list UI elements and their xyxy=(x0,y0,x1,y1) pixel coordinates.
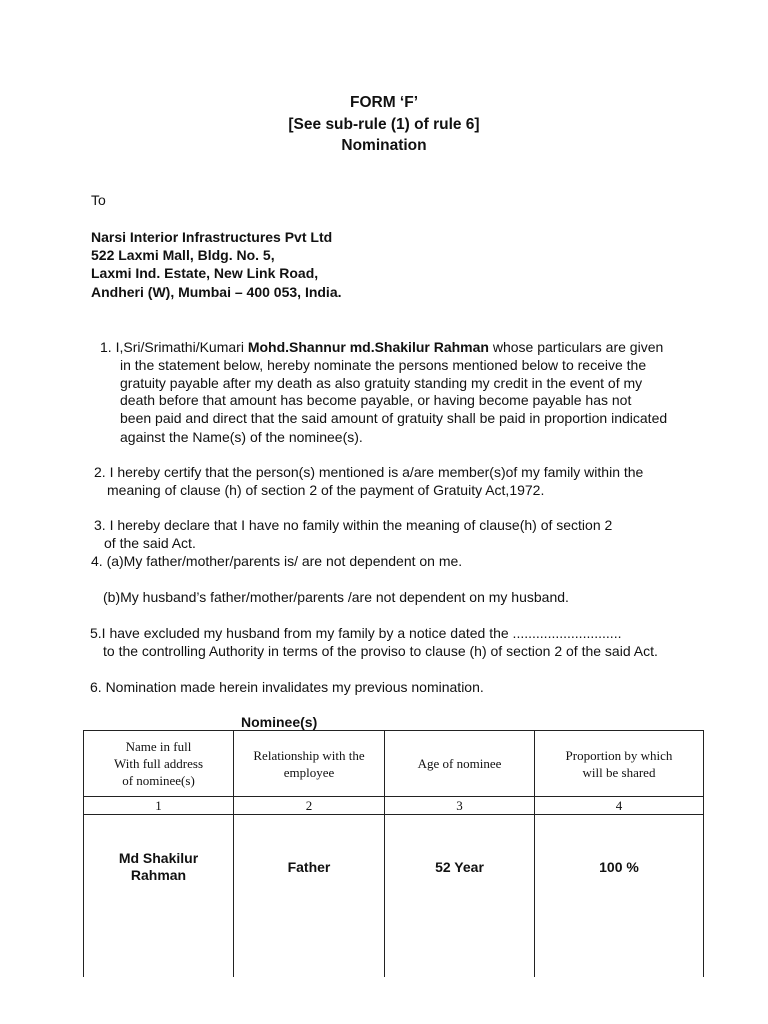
nominee-relationship: Father xyxy=(234,815,385,978)
clause-1-line-6: against the Name(s) of the nominee(s). xyxy=(120,429,363,445)
index-4: 4 xyxy=(535,797,704,815)
table-row xyxy=(84,815,704,978)
nominee-table-index-row xyxy=(84,797,704,815)
form-title: FORM ‘F’ xyxy=(349,94,419,111)
clause-6: 6. Nomination made herein invalidates my previous nomination. xyxy=(90,679,484,695)
clause-5-line-1: 5.I have excluded my husband from my family by a notice dated the ............................ xyxy=(90,625,622,641)
header-proportion-line-1: Proportion by which xyxy=(565,747,673,763)
header-relationship-line-1: Relationship with the xyxy=(253,747,365,763)
header-name xyxy=(84,731,234,797)
header-age xyxy=(385,731,535,797)
clause-2-line-2: meaning of clause (h) of section 2 of the payment of Gratuity Act,1972. xyxy=(107,482,545,498)
nominee-table-caption: Nominee(s) xyxy=(241,714,318,730)
clause-3-line-1: 3. I hereby declare that I have no family within the meaning of clause(h) of section 2 xyxy=(94,517,613,533)
header-name-line-3: of nominee(s) xyxy=(122,773,195,788)
header-age-line-1: Age of nominee xyxy=(417,756,502,771)
address-line-3: Laxmi Ind. Estate, New Link Road, xyxy=(91,265,319,281)
header-relationship-line-2: employee xyxy=(283,764,335,780)
clause-1-number: 1. xyxy=(100,339,112,355)
clause-1-prefix: I,Sri/Srimathi/Kumari xyxy=(115,339,244,355)
subrule-reference: [See sub-rule (1) of rule 6] xyxy=(288,116,480,133)
address-line-4: Andheri (W), Mumbai – 400 053, India. xyxy=(91,284,342,300)
header-proportion-line-2: will be shared xyxy=(582,764,656,780)
clause-1-line-2: in the statement below, hereby nominate the persons mentioned below to receive the xyxy=(120,357,647,373)
nominee-table xyxy=(83,730,704,977)
clause-1-line-5: been paid and direct that the said amount of gratuity shall be paid in proportion indicated xyxy=(120,410,668,426)
clause-3-line-2: of the said Act. xyxy=(104,535,196,551)
index-2: 2 xyxy=(234,797,385,815)
nominee-proportion: 100 % xyxy=(535,815,704,978)
nominee-table-header xyxy=(84,731,704,797)
clause-1-line-1 xyxy=(100,339,663,355)
address-line-2: 522 Laxmi Mall, Bldg. No. 5, xyxy=(91,247,275,263)
clause-4b: (b)My husband’s father/mother/parents /are not dependent on my husband. xyxy=(103,589,569,605)
header-name-line-1: Name in full xyxy=(125,739,192,754)
header-name-line-2: With full address xyxy=(113,756,203,771)
index-3: 3 xyxy=(385,797,535,815)
page-heading: Nomination xyxy=(341,137,427,154)
clause-4a: 4. (a)My father/mother/parents is/ are not dependent on me. xyxy=(91,553,463,569)
to-label: To xyxy=(91,192,106,208)
nominee-name xyxy=(84,815,234,978)
clause-1-line-4: death before that amount has become payable, or having become payable has not xyxy=(120,392,632,408)
nominee-name-line-2: Rahman xyxy=(130,867,187,883)
clause-2-line-1: 2. I hereby certify that the person(s) mentioned is a/are member(s)of my family within the xyxy=(94,464,644,480)
address-line-1: Narsi Interior Infrastructures Pvt Ltd xyxy=(91,229,333,245)
clause-5-line-2: to the controlling Authority in terms of the proviso to clause (h) of section 2 of the said Act. xyxy=(103,643,658,659)
nominee-name-line-1: Md Shakilur xyxy=(118,850,199,866)
index-1: 1 xyxy=(84,797,234,815)
clause-1-line-3: gratuity payable after my death as also gratuity standing my credit in the event of my xyxy=(120,375,643,391)
employee-name: Mohd.Shannur md.Shakilur Rahman xyxy=(247,339,489,355)
header-proportion xyxy=(535,731,704,797)
clause-1-suffix: whose particulars are given xyxy=(492,339,664,355)
header-relationship xyxy=(234,731,385,797)
nominee-age: 52 Year xyxy=(385,815,535,978)
